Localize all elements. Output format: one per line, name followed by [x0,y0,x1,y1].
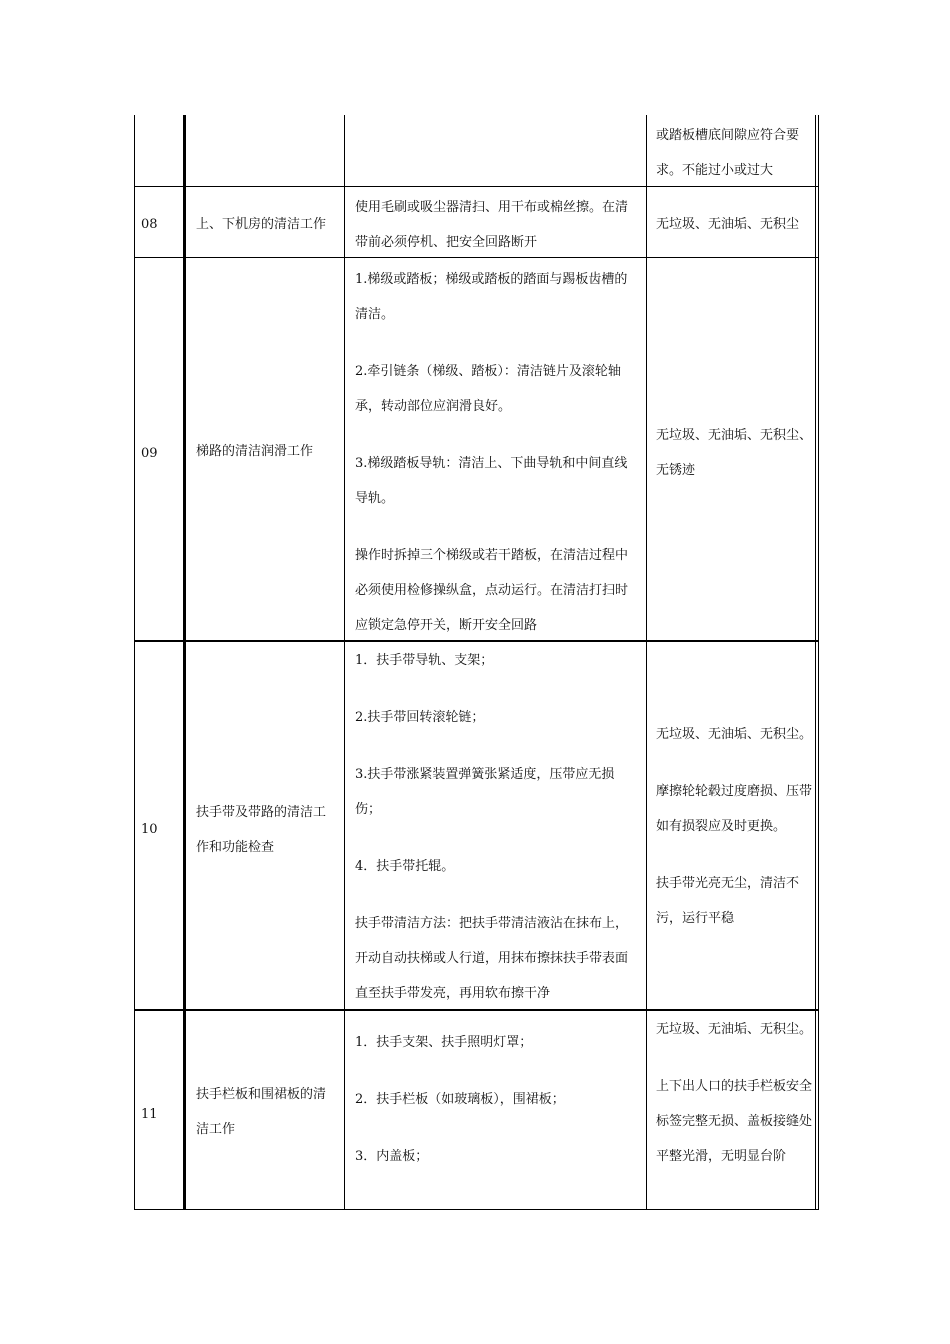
table-border-right-outer [818,115,819,1210]
table-row-10-method [355,643,640,1009]
item-name: 扶手带及带路的清洁工作和功能检查 [196,805,327,855]
item-name: 扶手栏板和围裙板的清洁工作 [196,1087,327,1137]
method-step-2: 2．扶手栏板（如玻璃板），围裙板； [355,1092,565,1107]
table-row-09-item [196,434,338,469]
table-row-09-number [141,436,181,471]
row-number: 11 [141,1107,158,1122]
standard-text-1: 无垃圾、无油垢、无积尘。 [656,727,812,742]
method-step-1: 1．扶手带导轨、支架； [355,653,494,668]
row-number: 09 [141,446,158,461]
method-step-3: 3.梯级踏板导轨：清洁上、下曲导轨和中间直线导轨。 [355,456,628,506]
table-border-left [134,115,135,1210]
column-divider-1 [183,115,186,1210]
item-name: 梯路的清洁润滑工作 [196,444,314,459]
method-note: 操作时拆掉三个梯级或若干踏板，在清洁过程中必须使用检修操纵盒，点动运行。在清洁打扫时应锁定急停开关，断开安全回路 [355,548,629,633]
table-row-08-number [141,207,181,242]
standard-text-2: 上下出人口的扶手栏板安全标签完整无损、盖板接缝处平整光滑，无明显台阶 [656,1079,812,1164]
method-step-2: 2.牵引链条（梯级、踏板）：清洁链片及滚轮轴承，转动部位应润滑良好。 [355,364,621,414]
method-step-1: 1．扶手支架、扶手照明灯罩； [355,1035,533,1050]
standard-text-1: 无垃圾、无油垢、无积尘。 [656,1022,812,1037]
method-step-3: 3．内盖板； [355,1149,429,1164]
column-divider-2 [344,115,345,1210]
column-divider-3 [646,115,647,1210]
table-row-cont-standard [656,118,812,184]
standard-text-2: 摩擦轮轮毂过度磨损、压带如有损裂应及时更换。 [656,784,812,834]
row-number: 08 [141,217,158,232]
table-row-08-method [355,190,640,256]
row-divider-3 [134,640,819,642]
method-step-1: 1.梯级或踏板；梯级或踏板的踏面与踢板齿槽的清洁。 [355,272,628,322]
method-step-3: 3.扶手带涨紧装置弹簧张紧适度，压带应无损伤； [355,767,615,817]
table-row-11-item [196,1077,338,1147]
standard-text: 无垃圾、无油垢、无积尘、无锈迹 [656,428,812,478]
standard-text: 或踏板槽底间隙应符合要求。不能过小或过大 [656,128,800,178]
method-note: 扶手带清洁方法：把扶手带清洁液沾在抹布上，开动自动扶梯或人行道，用抹布擦抹扶手带表面直至扶手带发亮，再用软布擦干净 [355,916,629,1001]
standard-text-3: 扶手带光亮无尘，清洁不污，运行平稳 [656,876,800,926]
table-border-right [815,115,816,1210]
table-row-08-standard [656,207,812,242]
table-row-08-item [196,207,338,242]
table-row-10-item [196,795,338,865]
table-row-10-standard [656,717,812,947]
row-divider-2 [134,257,819,258]
table-row-09-method [355,262,640,640]
table-border-bottom [134,1209,819,1210]
table-row-11-number [141,1097,181,1132]
row-number: 10 [141,822,158,837]
method-step-4: 4．扶手带托辊。 [355,859,455,874]
table-row-11-method [355,1025,640,1185]
row-divider-4 [134,1009,819,1011]
row-divider-1 [134,186,819,187]
standard-text: 无垃圾、无油垢、无积尘 [656,217,800,232]
method-step-2: 2.扶手带回转滚轮链； [355,710,485,725]
table-row-11-standard [656,1012,812,1208]
method-text: 使用毛刷或吸尘器清扫、用干布或棉丝擦。在清带前必须停机、把安全回路断开 [355,200,629,250]
item-name: 上、下机房的清洁工作 [196,217,327,232]
table-row-10-number [141,812,181,847]
table-row-09-standard [656,418,812,488]
